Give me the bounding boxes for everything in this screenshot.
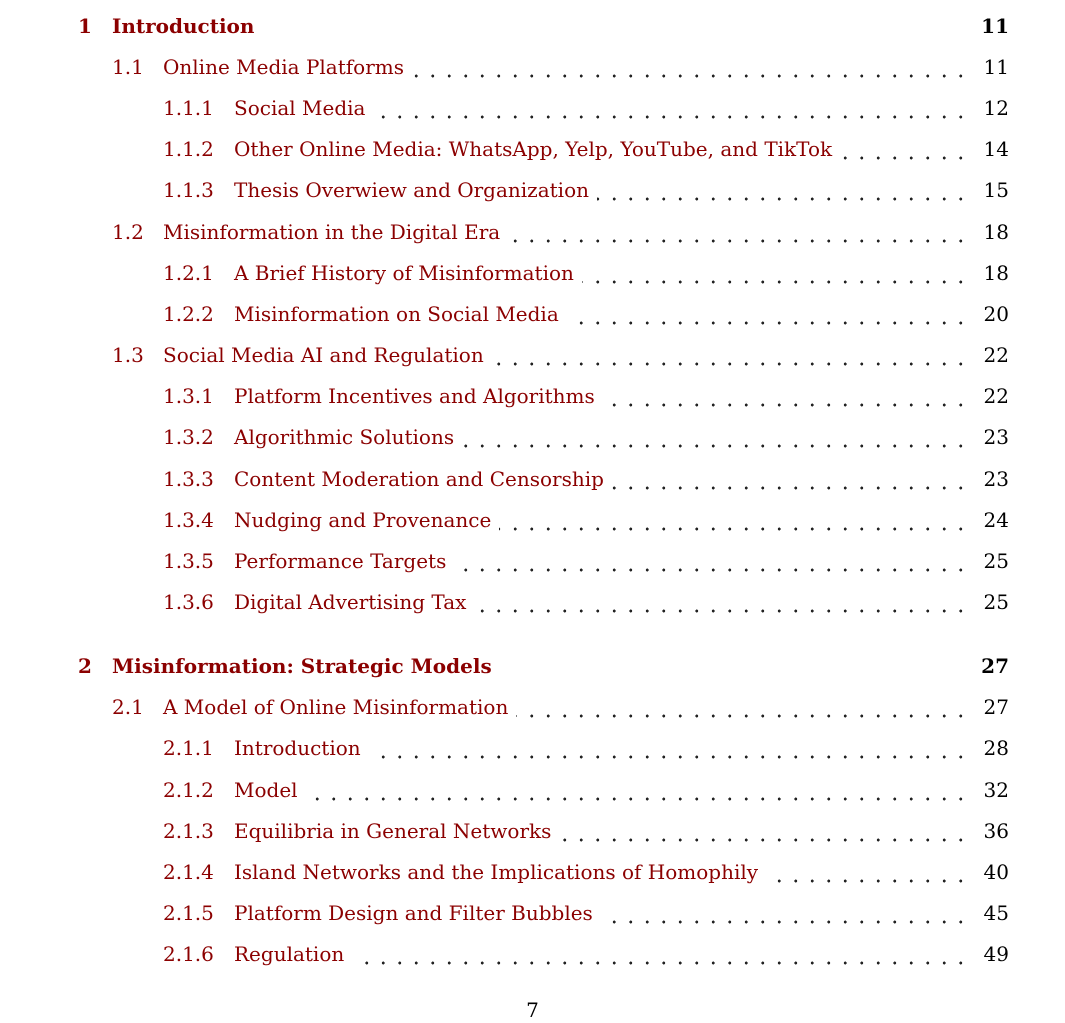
dot-leader bbox=[373, 113, 969, 121]
toc-entry-title[interactable]: Misinformation in the Digital Era bbox=[163, 220, 501, 244]
toc-entry-page: 23 bbox=[983, 425, 1009, 449]
toc-entry-subsection[interactable] bbox=[0, 178, 1065, 208]
dot-leader bbox=[603, 401, 969, 409]
toc-entry-chapter[interactable] bbox=[0, 654, 1065, 684]
dot-leader bbox=[516, 712, 969, 720]
toc-entry-number[interactable]: 1.1.1 bbox=[163, 96, 214, 120]
toc-entry-subsection[interactable] bbox=[0, 425, 1065, 455]
toc-entry-title[interactable]: Nudging and Provenance bbox=[234, 508, 492, 532]
toc-entry-page: 18 bbox=[983, 220, 1009, 244]
toc-entry-subsection[interactable] bbox=[0, 302, 1065, 332]
toc-entry-number[interactable]: 2.1.4 bbox=[163, 860, 214, 884]
toc-entry-page: 24 bbox=[983, 508, 1009, 532]
toc-entry-title[interactable]: Misinformation: Strategic Models bbox=[112, 654, 492, 678]
toc-entry-subsection[interactable] bbox=[0, 96, 1065, 126]
toc-entry-number[interactable]: 1.2.2 bbox=[163, 302, 214, 326]
toc-entry-title[interactable]: A Model of Online Misinformation bbox=[163, 695, 509, 719]
toc-entry-title[interactable]: Algorithmic Solutions bbox=[234, 425, 455, 449]
toc-entry-chapter[interactable] bbox=[0, 14, 1065, 44]
toc-entry-page: 22 bbox=[983, 343, 1009, 367]
toc-entry-number[interactable]: 1.3.2 bbox=[163, 425, 214, 449]
toc-entry-page: 32 bbox=[983, 778, 1009, 802]
toc-entry-page: 23 bbox=[983, 467, 1009, 491]
dot-leader bbox=[369, 753, 969, 761]
toc-entry-number[interactable]: 2.1.1 bbox=[163, 736, 214, 760]
dot-leader bbox=[582, 278, 969, 286]
toc-entry-number[interactable]: 2.1 bbox=[112, 695, 144, 719]
toc-entry-subsection[interactable] bbox=[0, 819, 1065, 849]
dot-leader bbox=[462, 442, 969, 450]
toc-entry-number[interactable]: 2 bbox=[78, 654, 92, 678]
toc-entry-page: 14 bbox=[983, 137, 1009, 161]
toc-entry-number[interactable]: 2.1.6 bbox=[163, 942, 214, 966]
toc-entry-section[interactable] bbox=[0, 343, 1065, 373]
toc-entry-subsection[interactable] bbox=[0, 736, 1065, 766]
toc-entry-number[interactable]: 1.1 bbox=[112, 55, 144, 79]
dot-leader bbox=[612, 484, 969, 492]
toc-entry-title[interactable]: Social Media AI and Regulation bbox=[163, 343, 484, 367]
toc-entry-title[interactable]: Introduction bbox=[234, 736, 361, 760]
dot-leader bbox=[567, 319, 969, 327]
toc-entry-number[interactable]: 1.1.2 bbox=[163, 137, 214, 161]
toc-entry-title[interactable]: Island Networks and the Implications of Homophily bbox=[234, 860, 759, 884]
page-number: 7 bbox=[526, 998, 539, 1022]
dot-leader bbox=[454, 566, 969, 574]
toc-entry-number[interactable]: 1.2.1 bbox=[163, 261, 214, 285]
toc-entry-subsection[interactable] bbox=[0, 942, 1065, 972]
toc-entry-title[interactable]: Thesis Overwiew and Organization bbox=[234, 178, 589, 202]
dot-leader bbox=[601, 918, 969, 926]
toc-entry-page: 40 bbox=[983, 860, 1009, 884]
dot-leader bbox=[766, 877, 969, 885]
toc-entry-title[interactable]: Other Online Media: WhatsApp, Yelp, YouTube, and TikTok bbox=[234, 137, 833, 161]
toc-entry-page: 25 bbox=[983, 549, 1009, 573]
toc-entry-title[interactable]: Misinformation on Social Media bbox=[234, 302, 559, 326]
toc-entry-subsection[interactable] bbox=[0, 549, 1065, 579]
toc-entry-number[interactable]: 2.1.5 bbox=[163, 901, 214, 925]
toc-entry-title[interactable]: Digital Advertising Tax bbox=[234, 590, 467, 614]
toc-entry-subsection[interactable] bbox=[0, 901, 1065, 931]
dot-leader bbox=[597, 195, 969, 203]
toc-entry-title[interactable]: A Brief History of Misinformation bbox=[234, 261, 574, 285]
toc-entry-page: 22 bbox=[983, 384, 1009, 408]
toc-entry-title[interactable]: Introduction bbox=[112, 14, 255, 38]
toc-entry-title[interactable]: Platform Design and Filter Bubbles bbox=[234, 901, 593, 925]
dot-leader bbox=[508, 237, 969, 245]
toc-entry-title[interactable]: Content Moderation and Censorship bbox=[234, 467, 604, 491]
toc-entry-number[interactable]: 1.3.4 bbox=[163, 508, 214, 532]
toc-entry-title[interactable]: Equilibria in General Networks bbox=[234, 819, 552, 843]
toc-entry-subsection[interactable] bbox=[0, 261, 1065, 291]
toc-entry-title[interactable]: Model bbox=[234, 778, 298, 802]
toc-entry-number[interactable]: 1.2 bbox=[112, 220, 144, 244]
toc-entry-page: 28 bbox=[983, 736, 1009, 760]
toc-entry-page: 27 bbox=[981, 654, 1009, 678]
toc-entry-number[interactable]: 1.3.5 bbox=[163, 549, 214, 573]
toc-entry-section[interactable] bbox=[0, 220, 1065, 250]
toc-entry-page: 11 bbox=[983, 55, 1009, 79]
toc-entry-subsection[interactable] bbox=[0, 860, 1065, 890]
toc-entry-subsection[interactable] bbox=[0, 467, 1065, 497]
toc-entry-number[interactable]: 1.3 bbox=[112, 343, 144, 367]
toc-entry-section[interactable] bbox=[0, 55, 1065, 85]
dot-leader bbox=[559, 836, 969, 844]
dot-leader bbox=[352, 959, 969, 967]
toc-entry-title[interactable]: Social Media bbox=[234, 96, 366, 120]
toc-entry-page: 12 bbox=[983, 96, 1009, 120]
toc-entry-number[interactable]: 1.3.3 bbox=[163, 467, 214, 491]
toc-entry-page: 25 bbox=[983, 590, 1009, 614]
toc-entry-page: 36 bbox=[983, 819, 1009, 843]
toc-entry-subsection[interactable] bbox=[0, 508, 1065, 538]
toc-entry-title[interactable]: Platform Incentives and Algorithms bbox=[234, 384, 595, 408]
toc-entry-number[interactable]: 2.1.2 bbox=[163, 778, 214, 802]
toc-entry-number[interactable]: 1.3.1 bbox=[163, 384, 214, 408]
toc-entry-page: 18 bbox=[983, 261, 1009, 285]
toc-entry-section[interactable] bbox=[0, 695, 1065, 725]
dot-leader bbox=[492, 360, 969, 368]
toc-entry-title[interactable]: Performance Targets bbox=[234, 549, 447, 573]
toc-entry-title[interactable]: Online Media Platforms bbox=[163, 55, 404, 79]
toc-entry-subsection[interactable] bbox=[0, 384, 1065, 414]
dot-leader bbox=[499, 525, 969, 533]
toc-entry-subsection[interactable] bbox=[0, 137, 1065, 167]
toc-entry-page: 27 bbox=[983, 695, 1009, 719]
toc-entry-page: 15 bbox=[983, 178, 1009, 202]
toc-entry-title[interactable]: Regulation bbox=[234, 942, 345, 966]
toc-entry-page: 45 bbox=[983, 901, 1009, 925]
toc-entry-number[interactable]: 1.1.3 bbox=[163, 178, 214, 202]
toc-entry-page: 49 bbox=[983, 942, 1009, 966]
dot-leader bbox=[474, 607, 969, 615]
dot-leader bbox=[412, 72, 969, 80]
dot-leader bbox=[306, 795, 969, 803]
toc-entry-subsection[interactable] bbox=[0, 778, 1065, 808]
toc-entry-number[interactable]: 2.1.3 bbox=[163, 819, 214, 843]
toc-entry-page: 20 bbox=[983, 302, 1009, 326]
toc-entry-number[interactable]: 1.3.6 bbox=[163, 590, 214, 614]
toc-entry-subsection[interactable] bbox=[0, 590, 1065, 620]
toc-entry-number[interactable]: 1 bbox=[78, 14, 92, 38]
dot-leader bbox=[840, 154, 969, 162]
toc-entry-page: 11 bbox=[981, 14, 1009, 38]
